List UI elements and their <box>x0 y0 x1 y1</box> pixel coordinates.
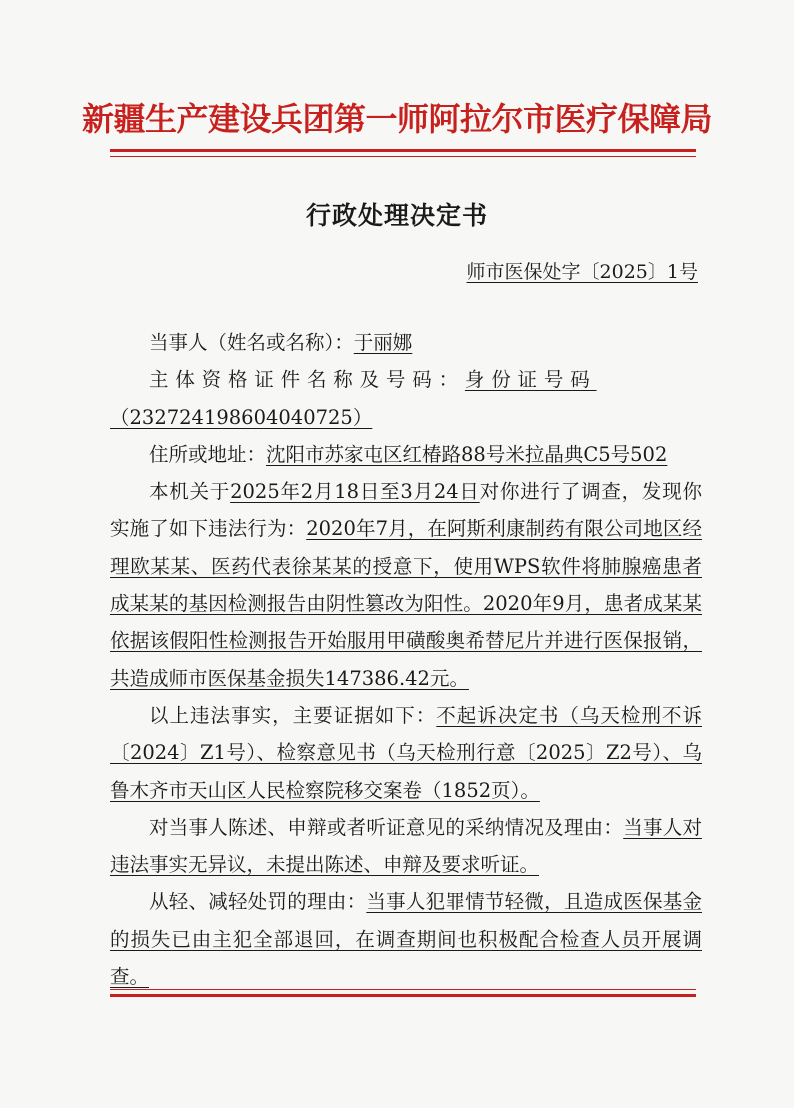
party-id-number: （232724198604040725） <box>110 405 373 429</box>
document-title: 行政处理决定书 <box>305 201 488 230</box>
mitigation-label: 从轻、减轻处罚的理由： <box>149 890 367 914</box>
statement-paragraph <box>110 809 702 884</box>
organization-header: 新疆生产建设兵团第一师阿拉尔市医疗保障局 <box>81 100 712 138</box>
party-address-line <box>110 436 702 473</box>
document-number <box>467 257 698 284</box>
header-rule-thick <box>110 149 696 152</box>
investigation-paragraph <box>110 473 702 697</box>
investigation-prefix: 本机关于 <box>149 480 231 504</box>
party-address-value: 沈阳市苏家屯区红椿路88号米拉晶典C5号502 <box>266 442 668 466</box>
investigation-facts: 2020年7月，在阿斯利康制药有限公司地区经理欧某某、医药代表徐某某的授意下，使用WPS软件将肺腺癌患者成某某的基因检测报告由阴性篡改为阳性。2020年9月，患者成某某依据该假阳性检测报告开始服用甲磺酸奥希替尼片并进行医保报销，共造成师市医保基金损失147386.42元。 <box>110 517 702 690</box>
footer-rule-thin <box>110 989 696 990</box>
mitigation-text: 当事人犯罪情节轻微，且造成医保基金的损失已由主犯全部退回，在调查期间也积极配合检查人员开展调查。 <box>110 890 702 989</box>
statement-label: 对当事人陈述、申辩或者听证意见的采纳情况及理由： <box>149 815 624 839</box>
document-body <box>110 324 702 995</box>
party-name-line <box>110 324 702 361</box>
evidence-text: 不起诉决定书（乌天检刑不诉〔2024〕Z1号）、检察意见书（乌天检刑行意〔2025〕Z2号）、乌鲁木齐市天山区人民检察院移交案卷（1852页）。 <box>110 703 702 802</box>
party-id-number-line <box>110 399 702 436</box>
evidence-paragraph <box>110 697 702 809</box>
mitigation-paragraph <box>110 883 702 995</box>
party-address-label: 住所或地址： <box>149 442 267 466</box>
footer-rule-thick <box>110 994 696 997</box>
party-name-label: 当事人（姓名或名称）： <box>149 331 354 354</box>
party-id-type: 身份证号码 <box>464 368 597 392</box>
evidence-label: 以上违法事实，主要证据如下： <box>149 703 437 727</box>
investigation-mid: 对你进行了调查，发现你实施了如下违法行为： <box>110 480 702 541</box>
document-number-text: 师市医保处字〔2025〕1号 <box>466 261 698 283</box>
party-name-value: 于丽娜 <box>353 331 413 354</box>
party-id-label: 主体资格证件名称及号码： <box>149 368 465 392</box>
investigation-period: 2025年2月18日至3月24日 <box>230 480 480 504</box>
header-rule-thin <box>110 156 696 157</box>
party-id-line <box>110 361 702 398</box>
statement-text: 当事人对违法事实无异议，未提出陈述、申辩及要求听证。 <box>110 815 702 877</box>
